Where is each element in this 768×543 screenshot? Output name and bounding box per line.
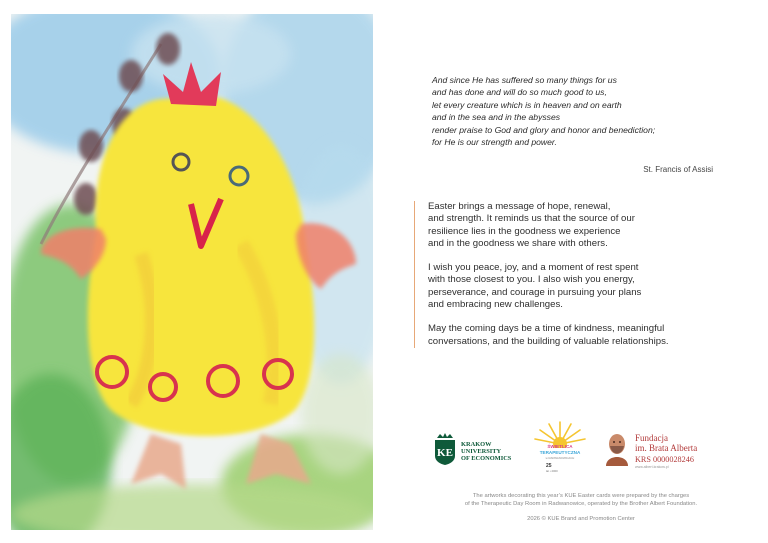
greeting-line: and embracing new challenges. (428, 299, 563, 311)
swietlica-name-line: ŚWIETLICA (547, 444, 573, 449)
greeting-line: with those closest to you. I also wish you energy, (428, 274, 635, 286)
foundation-name (635, 433, 697, 453)
swietlica-location: w RADWANOWICACH (545, 456, 575, 460)
brat-albert-foundation-logo[interactable] (602, 432, 732, 474)
greeting-line: and in the goodness we share with others. (428, 237, 608, 249)
greeting-paragraph (428, 201, 738, 250)
kue-crest-icon (432, 432, 458, 466)
quote-line: let every creature which is in heaven and on earth (432, 99, 622, 110)
anniversary-number: 25 (546, 463, 552, 469)
foundation-name-line: Fundacja (635, 433, 668, 443)
greeting-line: conversations, and the building of valuable relationships. (428, 335, 669, 347)
greeting-line: resilience lies in the goodness we experience (428, 225, 621, 237)
quote-line: render praise to God and glory and honor and benediction; (432, 124, 656, 135)
anniversary-sub: lat • 2000 (546, 469, 558, 473)
credits-line: The artworks decorating this year’s KUE Easter cards were prepared by the charges (472, 493, 690, 499)
quote-line: and has done and will do so much good to us, (432, 87, 607, 98)
greeting-paragraph (428, 262, 738, 311)
artwork-credits (414, 492, 748, 508)
greeting-line: Easter brings a message of hope, renewal, (428, 201, 611, 212)
greeting-line: I wish you peace, joy, and a moment of rest spent (428, 262, 639, 274)
greeting-line: perseverance, and courage in pursuing your plans (428, 286, 642, 298)
credits-line: of the Therapeutic Day Room in Radwanowice, operated by the Brother Albert Foundation. (464, 501, 698, 507)
quote-line: for He is our strength and power. (432, 137, 557, 148)
quote (432, 74, 732, 148)
kue-mark-text: KE (437, 447, 453, 459)
quote-author: St. Francis of Assisi (643, 165, 713, 174)
child-painting (11, 14, 373, 530)
greeting-line: and strength. It reminds us that the source of our (428, 213, 635, 225)
kue-wordmark (461, 441, 511, 462)
quote-line: And since He has suffered so many things for us (432, 75, 617, 85)
greeting-paragraph (428, 323, 738, 348)
anniversary-badge (546, 463, 558, 473)
copyright: 2026 © KUE Brand and Promotion Center (527, 516, 635, 522)
swietlica-name-line: TERAPEUTYCZNA (539, 450, 581, 455)
quote-line: and in the sea and in the abysses (432, 112, 561, 123)
greeting-text (414, 201, 738, 348)
kue-logo[interactable] (432, 430, 522, 470)
brother-albert-portrait-icon (602, 432, 632, 466)
partner-logos (432, 420, 732, 480)
kue-wordmark-line: UNIVERSITY (461, 448, 502, 455)
greeting-line: May the coming days be a time of kindness, meaningful (428, 323, 665, 335)
foundation-name-line: im. Brata Alberta (635, 443, 698, 453)
kue-wordmark-line: KRAKOW (461, 441, 492, 448)
kue-wordmark-line: OF ECONOMICS (461, 455, 512, 462)
foundation-url[interactable]: www.albert.krakow.pl (635, 465, 669, 469)
chick-painting-illustration (11, 14, 373, 530)
swietlica-logo[interactable] (527, 420, 593, 480)
foundation-krs: KRS 0000028246 (635, 455, 694, 464)
